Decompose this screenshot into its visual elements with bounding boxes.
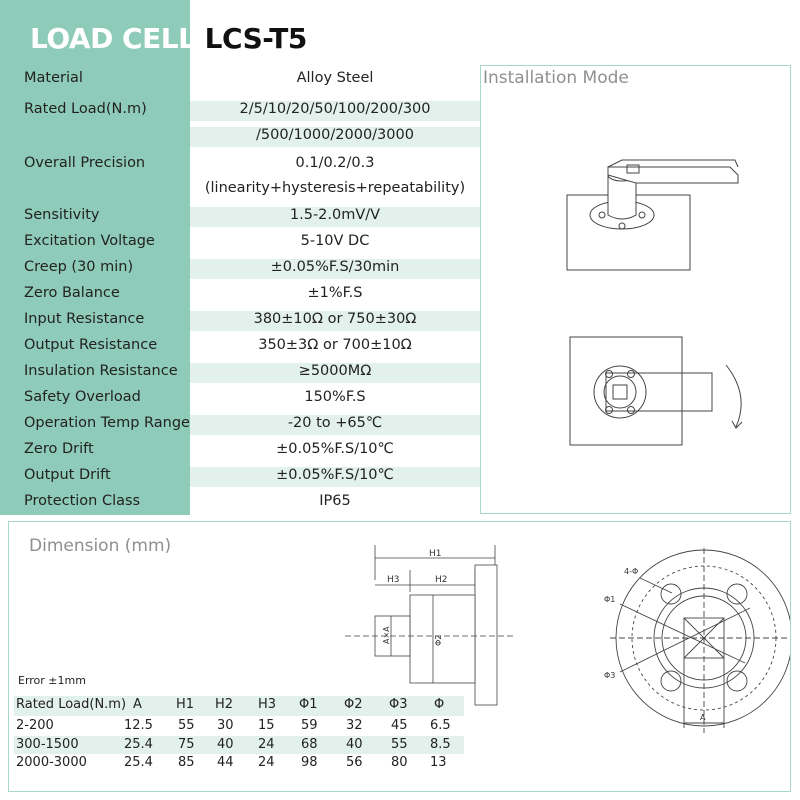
table-cell: 56: [346, 755, 363, 770]
installation-drawing: [480, 65, 791, 514]
spec-label: Overall Precision: [24, 155, 146, 171]
spec-row-output-resistance: [0, 337, 480, 357]
header-cell: Φ1: [299, 697, 318, 712]
spec-value: IP65: [319, 493, 351, 509]
table-row: [14, 717, 464, 735]
table-cell: 30: [217, 718, 234, 733]
plan-flange: [594, 366, 646, 418]
title-part2: LCS-T5: [204, 22, 307, 55]
spec-value: 5-10V DC: [300, 233, 370, 249]
spec-row-zero-drift: [0, 441, 480, 461]
title-part1: LOAD CELL: [30, 22, 196, 55]
table-cell: 8.5: [430, 737, 451, 752]
table-cell: 13: [430, 755, 447, 770]
label-4phi: 4-Φ: [624, 567, 639, 576]
table-cell: 24: [258, 737, 275, 752]
spec-value-cont: (linearity+hysteresis+repeatability): [204, 180, 466, 196]
spec-label: Operation Temp Range: [24, 415, 190, 431]
table-cell: 98: [301, 755, 318, 770]
spec-label: Rated Load(N.m): [24, 101, 147, 117]
spec-value: 350±3Ω or 700±10Ω: [258, 337, 412, 353]
side-view-drawing: [345, 540, 515, 710]
spec-value: ±1%F.S: [307, 285, 363, 301]
spec-value: ±0.05%F.S/10℃: [276, 441, 394, 457]
label-h3: H3: [387, 575, 400, 585]
front-view-drawing: [590, 548, 790, 738]
header-cell: H3: [258, 697, 277, 712]
spec-row-zero-balance: [0, 285, 480, 305]
spec-value: 2/5/10/20/50/100/200/300: [190, 101, 480, 121]
spec-label: Zero Drift: [24, 441, 94, 457]
installation-title: Installation Mode: [483, 68, 629, 88]
spec-row-output-drift: [0, 467, 480, 487]
spec-row-protection: [0, 493, 480, 513]
spec-row-material: [0, 70, 480, 90]
header-cell: Φ2: [344, 697, 363, 712]
table-cell: 15: [258, 718, 275, 733]
rotation-arrow: [726, 365, 741, 427]
spec-label: Excitation Voltage: [24, 233, 155, 249]
leader-phi1: [620, 604, 745, 663]
page-title: [30, 22, 307, 55]
spec-label: Output Resistance: [24, 337, 158, 353]
table-cell: 40: [346, 737, 363, 752]
table-cell: 25.4: [124, 737, 153, 752]
spec-value: 150%F.S: [304, 389, 366, 405]
label-phi2: Φ2: [434, 634, 443, 646]
table-cell: 44: [217, 755, 234, 770]
dimension-title: Dimension (mm): [29, 536, 172, 556]
spec-row-excitation: [0, 233, 480, 253]
header-cell: H2: [215, 697, 234, 712]
spec-label: Safety Overload: [24, 389, 141, 405]
header-cell: Φ3: [389, 697, 408, 712]
header-cell: Φ: [434, 697, 445, 712]
spec-row-rated-load: [0, 101, 480, 121]
spec-value-cont: /500/1000/2000/3000: [190, 127, 480, 147]
spec-row-input-resistance: [0, 311, 480, 331]
header-cell: Rated Load(N.m): [16, 697, 127, 712]
end-flange: [475, 565, 497, 705]
label-phi3: Φ3: [604, 671, 616, 680]
table-row: [14, 754, 464, 772]
label-h2: H2: [435, 575, 448, 585]
spec-row-sensitivity: [0, 207, 480, 227]
spec-label: Zero Balance: [24, 285, 120, 301]
spec-label: Sensitivity: [24, 207, 100, 223]
spec-value: Alloy Steel: [296, 70, 374, 86]
spec-label: Protection Class: [24, 493, 141, 509]
spec-row-creep: [0, 259, 480, 279]
table-cell: 25.4: [124, 755, 153, 770]
spec-row-temp-range: [0, 415, 480, 435]
table-cell: 24: [258, 755, 275, 770]
spec-label: Output Drift: [24, 467, 111, 483]
spec-value: 0.1/0.2/0.3: [295, 155, 375, 171]
table-cell: 300-1500: [16, 737, 79, 752]
table-cell: 6.5: [430, 718, 451, 733]
table-cell: 45: [391, 718, 408, 733]
table-cell: 12.5: [124, 718, 153, 733]
table-cell: 32: [346, 718, 363, 733]
spec-row-insulation: [0, 363, 480, 383]
table-cell: 2000-3000: [16, 755, 87, 770]
label-axa: A×A: [382, 626, 391, 644]
table-cell: 80: [391, 755, 408, 770]
spec-label: Creep (30 min): [24, 259, 134, 275]
spec-value: 380±10Ω or 750±30Ω: [190, 311, 480, 331]
table-cell: 55: [391, 737, 408, 752]
header-cell: H1: [176, 697, 195, 712]
label-phi1: Φ1: [604, 595, 616, 604]
spec-value: ±0.05%F.S/10℃: [190, 467, 480, 487]
label-a: A: [700, 713, 706, 722]
table-cell: 55: [178, 718, 195, 733]
error-note: Error ±1mm: [18, 674, 86, 687]
spec-label: Material: [24, 70, 83, 86]
spec-row-overload: [0, 389, 480, 409]
spec-value: ≥5000MΩ: [190, 363, 480, 383]
table-cell: 68: [301, 737, 318, 752]
table-cell: 59: [301, 718, 318, 733]
header-cell: A: [133, 697, 142, 712]
spec-value: ±0.05%F.S/30min: [190, 259, 480, 279]
table-cell: 85: [178, 755, 195, 770]
spec-value: 1.5-2.0mV/V: [190, 207, 480, 227]
table-cell: 2-200: [16, 718, 54, 733]
label-h1: H1: [429, 549, 442, 559]
spec-row-precision: [0, 155, 480, 175]
table-cell: 75: [178, 737, 195, 752]
table-row: [14, 736, 464, 754]
leader-4phi: [640, 578, 672, 593]
spec-label: Input Resistance: [24, 311, 145, 327]
spec-value: -20 to +65℃: [190, 415, 480, 435]
table-cell: 40: [217, 737, 234, 752]
spec-label: Insulation Resistance: [24, 363, 178, 379]
